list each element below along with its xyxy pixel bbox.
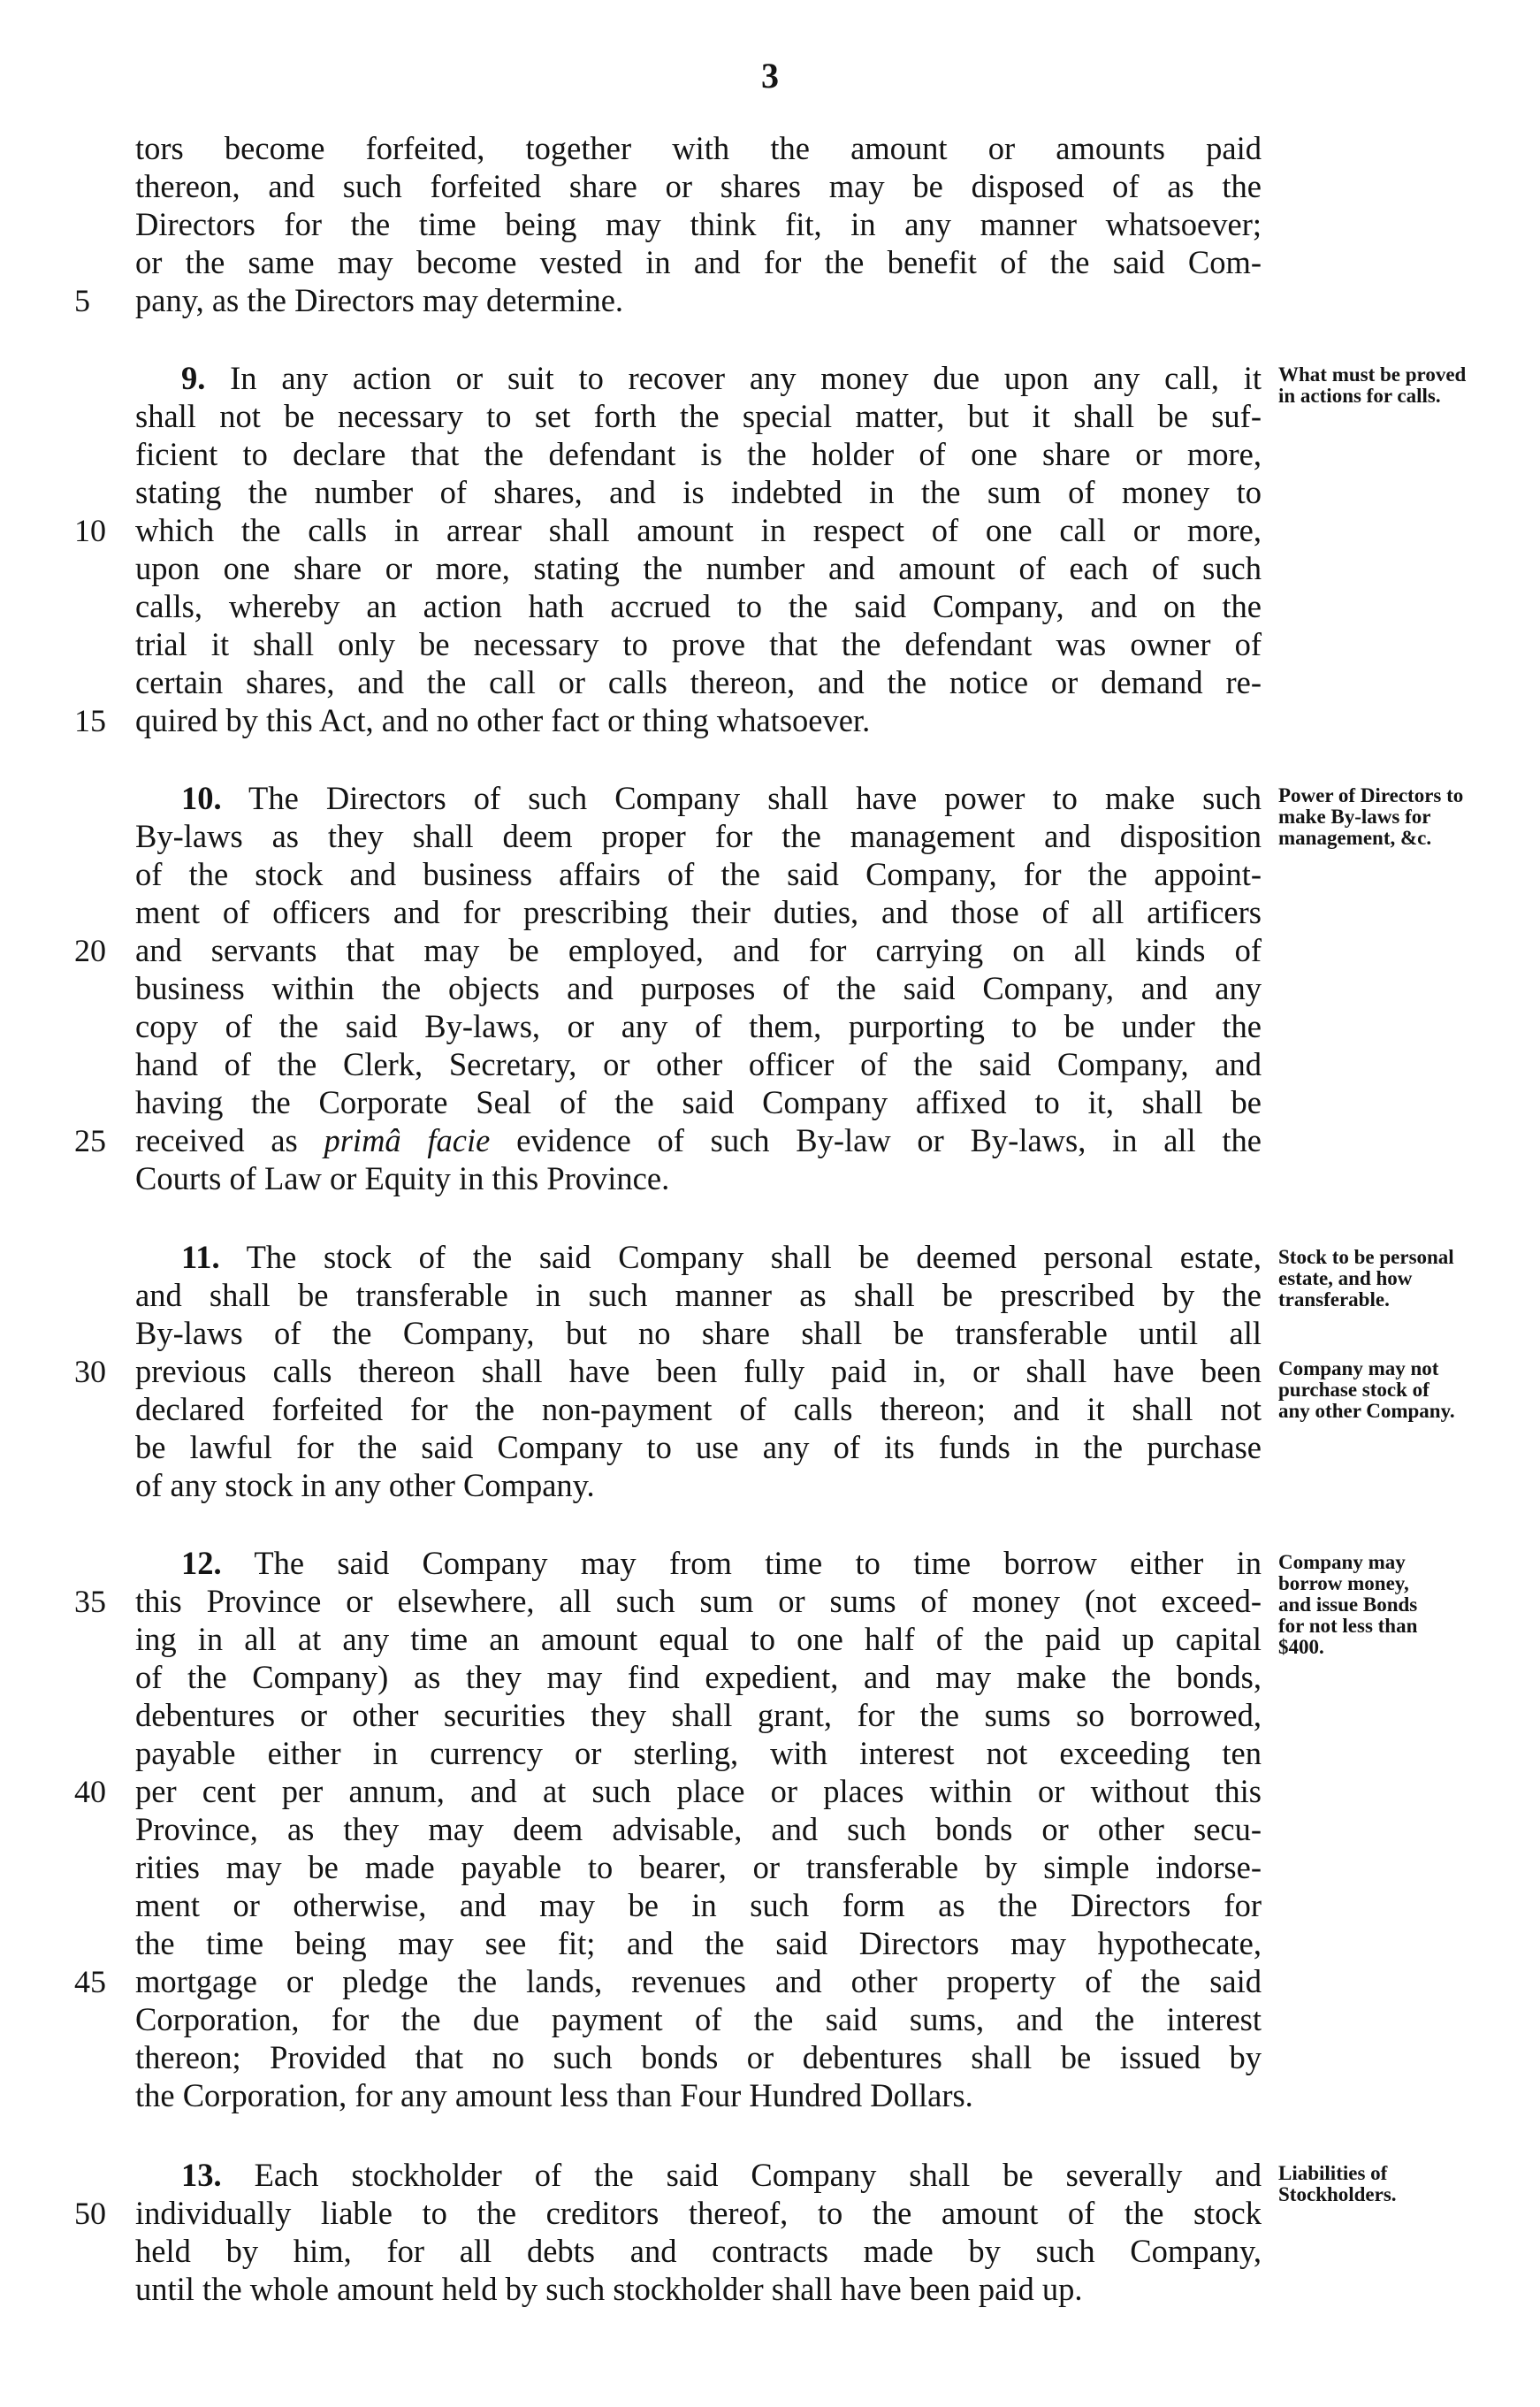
text-line: of the Company) as they may find expedient, and may make the bonds, [135,1659,1262,1695]
text-line [135,361,1262,398]
text-line: be lawful for the said Company to use any of its funds in the purchase [135,1429,1262,1465]
margin-note: Company may not purchase stock of any other Company. [1278,1357,1455,1422]
text-line: payable either in currency or sterling, with interest not exceeding ten [135,1735,1262,1771]
text-line [135,1240,1262,1277]
text-line: ment or otherwise, and may be in such form as the Directors for [135,1887,1262,1923]
text-line: previous calls thereon shall have been fully paid in, or shall have been [135,1353,1262,1389]
section-number: 12. [181,1545,222,1581]
section-text: The Directors of such Company shall have power to make such [248,780,1262,816]
text-line: mortgage or pledge the lands, revenues and other property of the said [135,1963,1262,1999]
margin-note: Power of Directors to make By-laws for management, &c. [1278,784,1464,849]
text-line: having the Corporate Seal of the said Company affixed to it, shall be [135,1084,1262,1120]
text-line: ing in all at any time an amount equal to one half of the paid up capital [135,1621,1262,1657]
line-number: 35 [74,1584,106,1619]
text-line: until the whole amount held by such stockholder shall have been paid up. [135,2271,1083,2307]
text-line: which the calls in arrear shall amount in respect of one call or more, [135,512,1262,548]
margin-note: What must be proved in actions for calls. [1278,363,1467,407]
text-line: held by him, for all debts and contracts made by such Company, [135,2233,1262,2269]
section-number: 13. [181,2157,222,2193]
section-number: 9. [181,360,206,396]
text-line: declared forfeited for the non-payment of calls thereon; and it shall not [135,1391,1262,1427]
text-line: of the stock and business affairs of the said Company, for the appoint- [135,856,1262,892]
margin-note: Company may borrow money, and issue Bonds for not less than $400. [1278,1551,1418,1658]
section-number: 10. [181,780,222,816]
text-line: trial it shall only be necessary to prove that the defendant was owner of [135,626,1262,662]
text-line: business within the objects and purposes of the said Company, and any [135,970,1262,1006]
text-line: per cent per annum, and at such place or places within or without this [135,1773,1262,1809]
text-line: this Province or elsewhere, all such sum or sums of money (not exceed- [135,1583,1262,1619]
text-line: and shall be transferable in such manner as shall be prescribed by the [135,1277,1262,1313]
line-number: 45 [74,1964,106,1999]
text-line: or the same may become vested in and for the benefit of the said Com- [135,244,1262,280]
text-line: ficient to declare that the defendant is the holder of one share or more, [135,436,1262,472]
text-line: received as primâ facie evidence of such By-law or By-laws, in all the [135,1122,1262,1158]
section-text: The said Company may from time to time borrow either in [254,1545,1262,1581]
section-text: Each stockholder of the said Company shall be severally and [254,2157,1262,2193]
text-line: and servants that may be employed, and for carrying on all kinds of [135,932,1262,968]
line-number: 15 [74,703,106,738]
line-number: 50 [74,2196,106,2231]
text-line: debentures or other securities they shall grant, for the sums so borrowed, [135,1697,1262,1733]
line-number: 10 [74,513,106,548]
text-line: pany, as the Directors may determine. [135,282,624,318]
page-number: 3 [761,56,779,96]
line-number: 40 [74,1774,106,1809]
text-line: shall not be necessary to set forth the special matter, but it shall be suf- [135,398,1262,434]
text-line: thereon; Provided that no such bonds or debentures shall be issued by [135,2039,1262,2075]
text-line: tors become forfeited, together with the amount or amounts paid [135,130,1262,166]
text-line: the Corporation, for any amount less than Four Hundred Dollars. [135,2077,973,2113]
text-line: of any stock in any other Company. [135,1467,595,1503]
text-line: quired by this Act, and no other fact or thing whatsoever. [135,702,871,738]
text-line: calls, whereby an action hath accrued to the said Company, and on the [135,588,1262,624]
text-line: Province, as they may deem advisable, and such bonds or other secu- [135,1811,1262,1847]
text-line: individually liable to the creditors thereof, to the amount of the stock [135,2195,1262,2231]
text-line: rities may be made payable to bearer, or transferable by simple indorse- [135,1849,1262,1885]
text-line [135,781,1262,818]
text-line: copy of the said By-laws, or any of them, purporting to be under the [135,1008,1262,1044]
section-number: 11. [181,1239,220,1275]
text-line: certain shares, and the call or calls thereon, and the notice or demand re- [135,664,1262,700]
line-number: 30 [74,1354,106,1389]
margin-note: Liabilities of Stockholders. [1278,2162,1397,2205]
text-line: Courts of Law or Equity in this Province. [135,1160,670,1196]
text-line: Directors for the time being may think fit, in any manner whatsoever; [135,206,1262,242]
text-line: Corporation, for the due payment of the said sums, and the interest [135,2001,1262,2037]
text-line: the time being may see fit; and the said Directors may hypothecate, [135,1925,1262,1961]
line-number: 5 [74,283,90,318]
section-text: In any action or suit to recover any money due upon any call, it [230,360,1262,396]
line-number: 20 [74,933,106,968]
text-line: upon one share or more, stating the number and amount of each of such [135,550,1262,586]
text-line: ment of officers and for prescribing their duties, and those of all artificers [135,894,1262,930]
text-line [135,2158,1262,2195]
section-text: The stock of the said Company shall be deemed personal estate, [246,1239,1262,1275]
text-line: By-laws as they shall deem proper for the management and disposition [135,818,1262,854]
text-line: By-laws of the Company, but no share shall be transferable until all [135,1315,1262,1351]
text-line: stating the number of shares, and is indebted in the sum of money to [135,474,1262,510]
text-line: thereon, and such forfeited share or shares may be disposed of as the [135,168,1262,204]
text-line: hand of the Clerk, Secretary, or other officer of the said Company, and [135,1046,1262,1082]
line-number: 25 [74,1123,106,1158]
text-line [135,1546,1262,1583]
margin-note: Stock to be personal estate, and how transferable. [1278,1246,1454,1310]
